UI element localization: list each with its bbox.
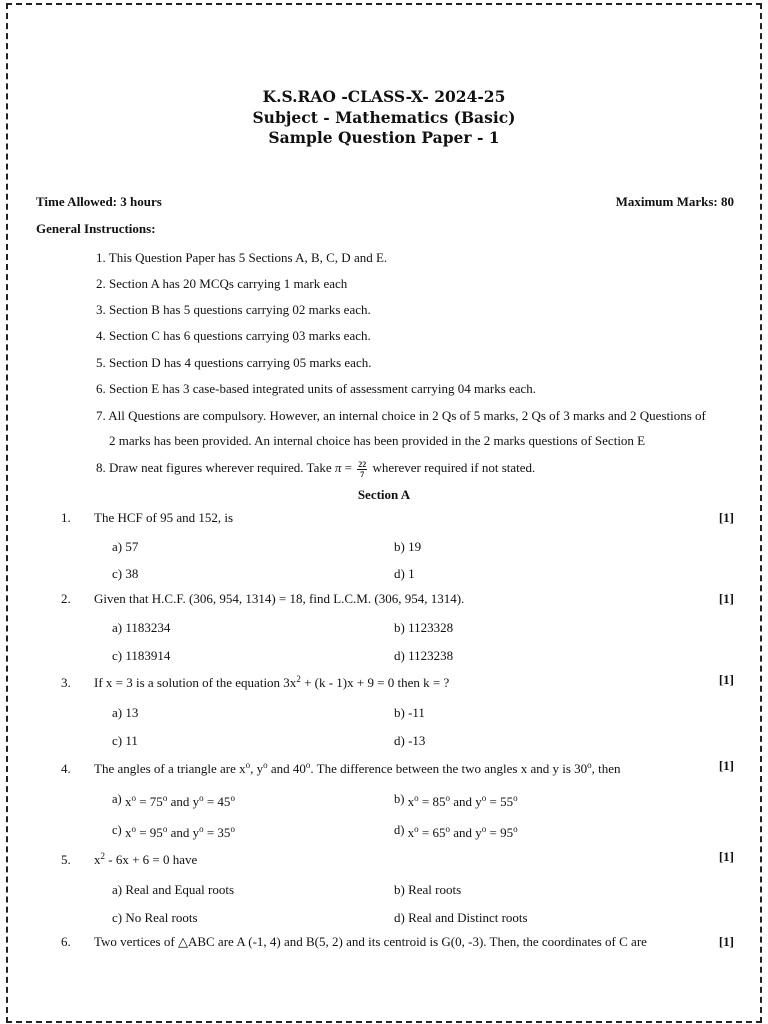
instruction-8-prefix: 8. Draw neat figures wherever required. Take <box>96 460 332 475</box>
option-d: d) $x^o = 65^o$ and $y^o = 95^o$ <box>394 823 518 840</box>
option-a: a) $x^o = 75^o$ and $y^o = 45^o$ <box>112 792 235 809</box>
fraction-22-7 <box>357 460 367 479</box>
instruction-item: 5. Section D has 4 questions carrying 05 marks each. <box>96 355 372 370</box>
question-marks: [1] <box>718 510 734 525</box>
option-d: d) 1123238 <box>394 648 454 663</box>
question-text: Two vertices of △ABC are A (-1, 4) and B(5, 2) and its centroid is G(0, -3). Then, the coordinates of C are <box>94 934 647 949</box>
question-marks: [1] <box>718 934 734 949</box>
paper-header <box>0 87 768 149</box>
option-a: a) 57 <box>112 539 139 554</box>
option-a: a) Real and Equal roots <box>112 882 235 897</box>
option-c: c) No Real roots <box>112 910 198 925</box>
option-d: d) -13 <box>394 733 426 748</box>
instruction-item: 4. Section C has 6 questions carrying 03 marks each. <box>96 328 371 343</box>
question-text: The HCF of 95 and 152, is <box>94 510 234 525</box>
option-b: b) Real roots <box>394 882 462 897</box>
header-paper: Sample Question Paper - 1 <box>268 128 500 147</box>
section-a-title: Section A <box>357 487 411 502</box>
maximum-marks: Maximum Marks: 80 <box>615 194 734 209</box>
time-allowed: Time Allowed: 3 hours <box>36 194 162 209</box>
question-marks: [1] <box>718 672 734 687</box>
question-number: 3. <box>61 675 71 690</box>
option-c: c) 38 <box>112 566 139 581</box>
fraction-numerator: 22 <box>358 459 367 469</box>
pi-symbol: π <box>334 460 342 475</box>
instruction-item: 1. This Question Paper has 5 Sections A, B, C, D and E. <box>96 250 388 265</box>
option-c: c) $x^o = 95^o$ and $y^o = 35^o$ <box>112 823 235 840</box>
header-title: K.S.RAO -CLASS-X- 2024-25 <box>262 87 506 106</box>
instruction-item: 7. All Questions are compulsory. However, an internal choice in 2 Qs of 5 marks, 2 Qs of 3 marks and 2 Questions of <box>96 408 706 423</box>
option-d: d) Real and Distinct roots <box>394 910 528 925</box>
option-d: d) 1 <box>394 566 415 581</box>
question-number: 1. <box>61 510 71 525</box>
option-a: a) 1183234 <box>112 620 171 635</box>
option-c: c) 1183914 <box>112 648 171 663</box>
question-marks: [1] <box>718 591 734 606</box>
question-number: 6. <box>61 934 71 949</box>
option-b: b) -11 <box>394 705 425 720</box>
fraction-denominator: 7 <box>360 469 365 479</box>
triangle-icon: △ <box>177 934 188 949</box>
option-b: b) 1123328 <box>394 620 454 635</box>
instructions-title: General Instructions: <box>36 221 156 236</box>
question-number: 4. <box>61 761 71 776</box>
instruction-8-suffix: wherever required if not stated. <box>372 460 536 475</box>
question-marks: [1] <box>718 849 734 864</box>
option-b: b) $x^o = 85^o$ and $y^o = 55^o$ <box>394 792 518 809</box>
question-number: 2. <box>61 591 71 606</box>
option-c: c) 11 <box>112 733 138 748</box>
question-text: If x = 3 is a solution of the equation $3x^2 + (k - 1)x + 9 = 0$ then k = ? <box>94 674 450 690</box>
question-text: The angles of a triangle are $x^o$, $y^o$ and 40$^o$. The difference between the two angles x and y is 30$^o$, then <box>94 760 621 776</box>
question-marks: [1] <box>718 758 734 773</box>
equals-sign: = <box>344 460 352 475</box>
question-text: $x^2 - 6x + 6 = 0$ have <box>94 851 198 867</box>
option-a: a) 13 <box>112 705 139 720</box>
question-number: 5. <box>61 852 71 867</box>
instruction-item: 3. Section B has 5 questions carrying 02 marks each. <box>96 302 371 317</box>
option-b: b) 19 <box>394 539 422 554</box>
instruction-item: 6. Section E has 3 case-based integrated units of assessment carrying 04 marks each. <box>96 381 537 396</box>
instruction-item-continued: 2 marks has been provided. An internal choice has been provided in the 2 marks questions of Section E <box>109 433 646 448</box>
header-subject: Subject - Mathematics (Basic) <box>252 107 516 127</box>
instruction-item: 2. Section A has 20 MCQs carrying 1 mark each <box>96 276 348 291</box>
instruction-item-8 <box>96 456 736 480</box>
question-text: Given that H.C.F. (306, 954, 1314) = 18, find L.C.M. (306, 954, 1314). <box>94 591 465 606</box>
